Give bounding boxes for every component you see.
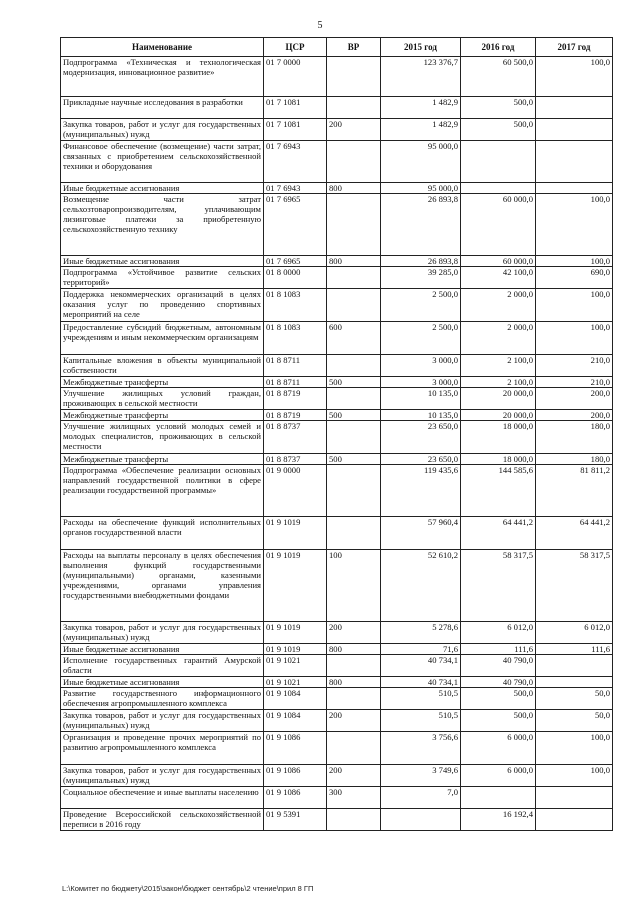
cell-y2015 <box>381 809 461 831</box>
cell-y2017: 58 317,5 <box>536 550 613 622</box>
cell-vr: 800 <box>327 256 381 267</box>
cell-name: Проведение Всероссийской сельскохозяйственной переписи в 2016 году <box>61 809 264 831</box>
table-row <box>61 183 613 194</box>
cell-name: Закупка товаров, работ и услуг для государственных (муниципальных) нужд <box>61 765 264 787</box>
cell-name: Закупка товаров, работ и услуг для государственных (муниципальных) нужд <box>61 119 264 141</box>
cell-y2015: 71,6 <box>381 644 461 655</box>
cell-csr: 01 9 5391 <box>264 809 327 831</box>
cell-csr: 01 7 6965 <box>264 194 327 256</box>
header-2017: 2017 год <box>536 38 613 57</box>
cell-vr <box>327 809 381 831</box>
cell-csr: 01 8 8737 <box>264 421 327 454</box>
cell-csr: 01 8 8737 <box>264 454 327 465</box>
table-row <box>61 256 613 267</box>
cell-vr <box>327 388 381 410</box>
cell-name: Предоставление субсидий бюджетным, автономным учреждениям и иным некоммерческим организациям <box>61 322 264 355</box>
cell-name: Расходы на обеспечение функций исполнительных органов государственной власти <box>61 517 264 550</box>
page-number: 5 <box>317 20 323 31</box>
table-row <box>61 119 613 141</box>
cell-y2015: 2 500,0 <box>381 322 461 355</box>
cell-csr: 01 8 0000 <box>264 267 327 289</box>
cell-vr: 500 <box>327 454 381 465</box>
cell-csr: 01 9 1021 <box>264 677 327 688</box>
table-row <box>61 355 613 377</box>
table-row <box>61 809 613 831</box>
cell-y2016: 40 790,0 <box>461 677 536 688</box>
cell-y2016: 42 100,0 <box>461 267 536 289</box>
cell-csr: 01 9 1019 <box>264 622 327 644</box>
cell-y2015: 2 500,0 <box>381 289 461 322</box>
cell-csr: 01 9 1021 <box>264 655 327 677</box>
table-row <box>61 787 613 809</box>
table-header-row <box>61 38 613 57</box>
table-row <box>61 377 613 388</box>
cell-y2017: 690,0 <box>536 267 613 289</box>
table-row <box>61 454 613 465</box>
cell-y2015: 52 610,2 <box>381 550 461 622</box>
table-row <box>61 421 613 454</box>
table-row <box>61 289 613 322</box>
cell-vr: 600 <box>327 322 381 355</box>
cell-csr: 01 8 1083 <box>264 322 327 355</box>
cell-y2015: 23 650,0 <box>381 454 461 465</box>
table-row <box>61 57 613 97</box>
cell-name: Закупка товаров, работ и услуг для государственных (муниципальных) нужд <box>61 622 264 644</box>
cell-vr <box>327 289 381 322</box>
cell-y2016: 500,0 <box>461 710 536 732</box>
cell-vr <box>327 465 381 517</box>
cell-y2015: 7,0 <box>381 787 461 809</box>
cell-y2017 <box>536 141 613 183</box>
header-name: Наименование <box>61 38 264 57</box>
header-vr: ВР <box>327 38 381 57</box>
cell-vr: 100 <box>327 550 381 622</box>
cell-y2015: 3 756,6 <box>381 732 461 765</box>
cell-csr: 01 9 1086 <box>264 732 327 765</box>
cell-y2016: 2 100,0 <box>461 355 536 377</box>
cell-y2016 <box>461 183 536 194</box>
table-row <box>61 644 613 655</box>
header-2015: 2015 год <box>381 38 461 57</box>
cell-vr: 200 <box>327 119 381 141</box>
table-row <box>61 677 613 688</box>
cell-vr: 800 <box>327 677 381 688</box>
cell-vr <box>327 267 381 289</box>
cell-y2016: 60 000,0 <box>461 194 536 256</box>
cell-y2016: 60 000,0 <box>461 256 536 267</box>
cell-y2016: 500,0 <box>461 119 536 141</box>
cell-y2015: 119 435,6 <box>381 465 461 517</box>
cell-y2016 <box>461 141 536 183</box>
cell-csr: 01 7 6965 <box>264 256 327 267</box>
table-row <box>61 410 613 421</box>
cell-y2015: 26 893,8 <box>381 256 461 267</box>
cell-csr: 01 7 1081 <box>264 97 327 119</box>
cell-csr: 01 9 1084 <box>264 688 327 710</box>
cell-y2016: 111,6 <box>461 644 536 655</box>
cell-y2015: 23 650,0 <box>381 421 461 454</box>
cell-y2017: 100,0 <box>536 194 613 256</box>
cell-vr: 800 <box>327 644 381 655</box>
table-row <box>61 322 613 355</box>
cell-vr: 500 <box>327 410 381 421</box>
cell-csr: 01 9 1086 <box>264 765 327 787</box>
header-2016: 2016 год <box>461 38 536 57</box>
cell-y2017: 50,0 <box>536 688 613 710</box>
cell-y2015: 10 135,0 <box>381 388 461 410</box>
cell-name: Поддержка некоммерческих организаций в целях оказания услуг по проведению спортивных мероприятий на селе <box>61 289 264 322</box>
cell-name: Возмещение части затрат сельхозтоваропроизводителям, уплачивающим лизинговые платежи за приобретенную сельскохозяйственную технику <box>61 194 264 256</box>
cell-vr: 200 <box>327 765 381 787</box>
cell-vr <box>327 421 381 454</box>
cell-y2015: 39 285,0 <box>381 267 461 289</box>
cell-y2017 <box>536 677 613 688</box>
cell-csr: 01 9 1019 <box>264 644 327 655</box>
cell-y2016: 500,0 <box>461 688 536 710</box>
cell-y2015: 3 000,0 <box>381 377 461 388</box>
cell-csr: 01 7 6943 <box>264 141 327 183</box>
cell-y2017 <box>536 787 613 809</box>
cell-y2016: 16 192,4 <box>461 809 536 831</box>
cell-y2017: 210,0 <box>536 377 613 388</box>
cell-y2017: 100,0 <box>536 289 613 322</box>
cell-csr: 01 8 8719 <box>264 410 327 421</box>
cell-y2015: 95 000,0 <box>381 141 461 183</box>
cell-y2015: 95 000,0 <box>381 183 461 194</box>
table-row <box>61 97 613 119</box>
cell-csr: 01 9 1084 <box>264 710 327 732</box>
cell-y2015: 510,5 <box>381 688 461 710</box>
cell-y2016: 20 000,0 <box>461 388 536 410</box>
cell-y2016: 18 000,0 <box>461 454 536 465</box>
cell-name: Иные бюджетные ассигнования <box>61 677 264 688</box>
cell-y2017: 100,0 <box>536 256 613 267</box>
cell-vr <box>327 57 381 97</box>
table-row <box>61 550 613 622</box>
cell-vr <box>327 194 381 256</box>
table-row <box>61 688 613 710</box>
cell-name: Исполнение государственных гарантий Амурской области <box>61 655 264 677</box>
cell-y2017 <box>536 119 613 141</box>
cell-name: Подпрограмма «Устойчивое развитие сельских территорий» <box>61 267 264 289</box>
cell-csr: 01 7 1081 <box>264 119 327 141</box>
cell-name: Организация и проведение прочих мероприятий по развитию агропромышленного комплекса <box>61 732 264 765</box>
cell-y2017: 210,0 <box>536 355 613 377</box>
cell-name: Прикладные научные исследования в разработки <box>61 97 264 119</box>
table-row <box>61 655 613 677</box>
cell-y2015: 5 278,6 <box>381 622 461 644</box>
cell-y2017: 64 441,2 <box>536 517 613 550</box>
cell-name: Межбюджетные трансферты <box>61 454 264 465</box>
table-row <box>61 141 613 183</box>
cell-y2017 <box>536 809 613 831</box>
cell-y2016: 2 000,0 <box>461 289 536 322</box>
cell-vr: 500 <box>327 377 381 388</box>
cell-vr <box>327 355 381 377</box>
cell-y2017: 6 012,0 <box>536 622 613 644</box>
cell-y2016: 2 000,0 <box>461 322 536 355</box>
cell-y2016: 60 500,0 <box>461 57 536 97</box>
cell-y2016: 58 317,5 <box>461 550 536 622</box>
cell-y2017: 100,0 <box>536 765 613 787</box>
cell-name: Развитие государственного информационного обеспечения агропромышленного комплекса <box>61 688 264 710</box>
cell-name: Финансовое обеспечение (возмещение) части затрат, связанных с приобретением сельскохозяйственной техники и оборудования <box>61 141 264 183</box>
cell-csr: 01 7 0000 <box>264 57 327 97</box>
table-body <box>61 57 613 831</box>
cell-name: Подпрограмма «Обеспечение реализации основных направлений государственной политики в сфере реализации государственной программы» <box>61 465 264 517</box>
table-row <box>61 267 613 289</box>
cell-name: Межбюджетные трансферты <box>61 410 264 421</box>
cell-vr <box>327 688 381 710</box>
table-row <box>61 765 613 787</box>
cell-csr: 01 9 1019 <box>264 517 327 550</box>
cell-y2016 <box>461 787 536 809</box>
cell-y2016: 6 012,0 <box>461 622 536 644</box>
cell-vr: 800 <box>327 183 381 194</box>
cell-csr: 01 9 1019 <box>264 550 327 622</box>
cell-name: Межбюджетные трансферты <box>61 377 264 388</box>
cell-y2017: 200,0 <box>536 410 613 421</box>
cell-vr <box>327 732 381 765</box>
cell-csr: 01 8 8719 <box>264 388 327 410</box>
cell-y2017 <box>536 183 613 194</box>
cell-name: Иные бюджетные ассигнования <box>61 644 264 655</box>
cell-vr <box>327 517 381 550</box>
cell-name: Улучшение жилищных условий молодых семей и молодых специалистов, проживающих в сельской местности <box>61 421 264 454</box>
cell-y2015: 40 734,1 <box>381 677 461 688</box>
cell-name: Иные бюджетные ассигнования <box>61 256 264 267</box>
cell-name: Капитальные вложения в объекты муниципальной собственности <box>61 355 264 377</box>
cell-csr: 01 8 8711 <box>264 377 327 388</box>
cell-y2015: 40 734,1 <box>381 655 461 677</box>
table-row <box>61 710 613 732</box>
cell-name: Улучшение жилищных условий граждан, проживающих в сельской местности <box>61 388 264 410</box>
table-row <box>61 465 613 517</box>
file-path-footer: L:\Комитет по бюджету\2015\закон\бюджет сентябрь\2 чтение\прил 8 ГП <box>62 884 314 893</box>
cell-y2015: 1 482,9 <box>381 97 461 119</box>
cell-vr <box>327 141 381 183</box>
cell-y2016: 18 000,0 <box>461 421 536 454</box>
cell-name: Социальное обеспечение и иные выплаты населению <box>61 787 264 809</box>
table-row <box>61 732 613 765</box>
cell-y2016: 6 000,0 <box>461 765 536 787</box>
cell-y2016: 144 585,6 <box>461 465 536 517</box>
cell-y2015: 1 482,9 <box>381 119 461 141</box>
cell-name: Расходы на выплаты персоналу в целях обеспечения выполнения функций государственными (муниципальными) органами, казенными учреждениями, органами управления государственными внебюджетными фондами <box>61 550 264 622</box>
cell-vr: 200 <box>327 622 381 644</box>
cell-y2016: 2 100,0 <box>461 377 536 388</box>
table-row <box>61 194 613 256</box>
cell-y2016: 20 000,0 <box>461 410 536 421</box>
cell-y2015: 3 000,0 <box>381 355 461 377</box>
cell-vr: 200 <box>327 710 381 732</box>
cell-y2015: 10 135,0 <box>381 410 461 421</box>
cell-y2017: 200,0 <box>536 388 613 410</box>
cell-csr: 01 7 6943 <box>264 183 327 194</box>
cell-y2017: 50,0 <box>536 710 613 732</box>
header-csr: ЦСР <box>264 38 327 57</box>
cell-y2017 <box>536 655 613 677</box>
cell-y2017: 111,6 <box>536 644 613 655</box>
cell-y2015: 57 960,4 <box>381 517 461 550</box>
cell-y2016: 500,0 <box>461 97 536 119</box>
cell-y2016: 40 790,0 <box>461 655 536 677</box>
cell-y2015: 123 376,7 <box>381 57 461 97</box>
cell-y2017: 100,0 <box>536 732 613 765</box>
cell-csr: 01 9 0000 <box>264 465 327 517</box>
cell-vr: 300 <box>327 787 381 809</box>
cell-vr <box>327 97 381 119</box>
cell-y2017: 100,0 <box>536 57 613 97</box>
cell-y2017: 100,0 <box>536 322 613 355</box>
cell-y2016: 6 000,0 <box>461 732 536 765</box>
cell-csr: 01 8 8711 <box>264 355 327 377</box>
cell-y2017: 81 811,2 <box>536 465 613 517</box>
table-row <box>61 388 613 410</box>
cell-csr: 01 9 1086 <box>264 787 327 809</box>
cell-y2016: 64 441,2 <box>461 517 536 550</box>
table-row <box>61 517 613 550</box>
cell-name: Иные бюджетные ассигнования <box>61 183 264 194</box>
cell-name: Подпрограмма «Техническая и технологическая модернизация, инновационное развитие» <box>61 57 264 97</box>
cell-y2017 <box>536 97 613 119</box>
table-row <box>61 622 613 644</box>
cell-csr: 01 8 1083 <box>264 289 327 322</box>
cell-y2015: 510,5 <box>381 710 461 732</box>
cell-y2017: 180,0 <box>536 454 613 465</box>
cell-y2017: 180,0 <box>536 421 613 454</box>
cell-y2015: 26 893,8 <box>381 194 461 256</box>
budget-table <box>60 37 613 831</box>
cell-vr <box>327 655 381 677</box>
cell-name: Закупка товаров, работ и услуг для государственных (муниципальных) нужд <box>61 710 264 732</box>
cell-y2015: 3 749,6 <box>381 765 461 787</box>
